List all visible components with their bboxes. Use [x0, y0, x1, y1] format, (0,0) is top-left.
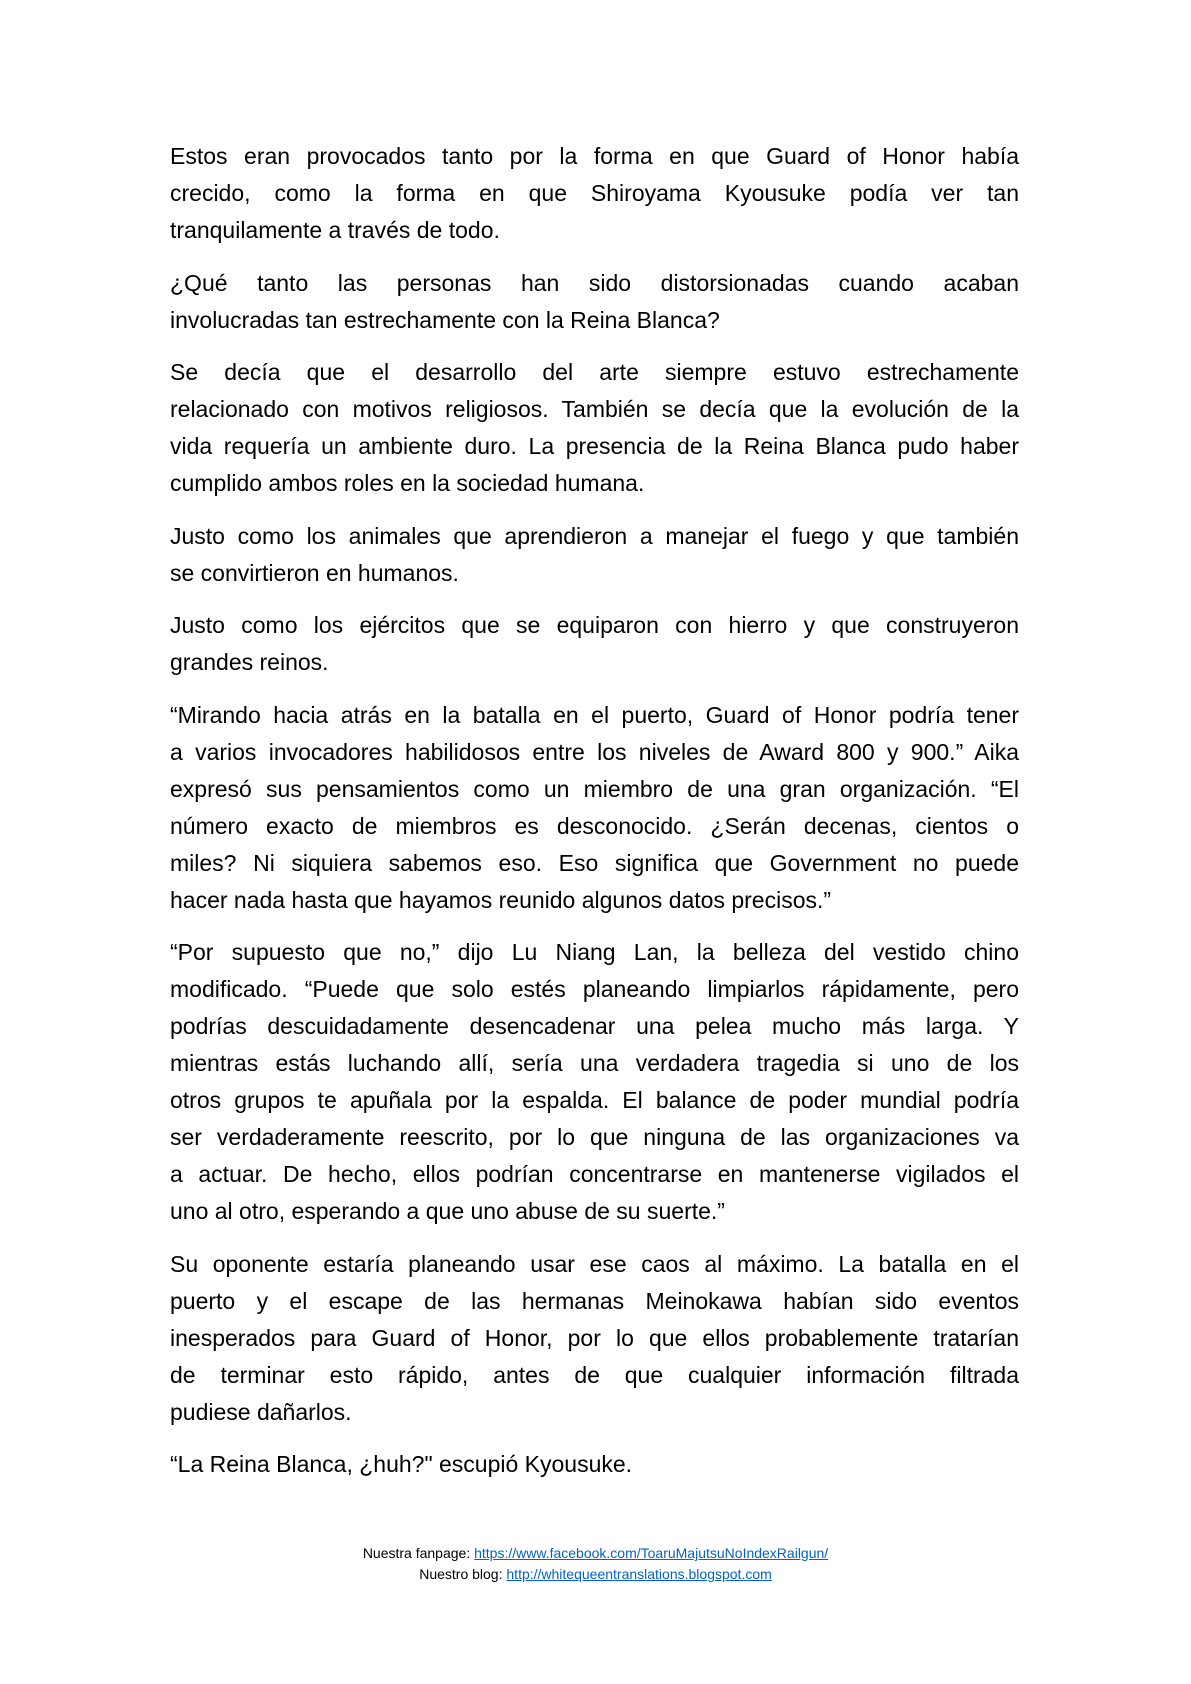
paragraph — [170, 138, 1019, 249]
paragraph-line: crecido, como la forma en que Shiroyama Kyousuke podía ver tan — [170, 180, 1019, 206]
paragraph-line: relacionado con motivos religiosos. También se decía que la evolución de la — [170, 396, 1019, 422]
paragraph-line: Su oponente estaría planeando usar ese caos al máximo. La batalla en el — [170, 1250, 1019, 1277]
footer-fanpage-line — [0, 1543, 1191, 1564]
fanpage-link[interactable]: https://www.facebook.com/ToaruMajutsuNoIndexRailgun/ — [474, 1545, 829, 1561]
paragraph — [170, 1246, 1019, 1431]
footer-blog-line — [0, 1564, 1191, 1585]
paragraph-line: Justo como los ejércitos que se equiparon con hierro y que construyeron — [170, 612, 1019, 638]
paragraph-line: vida requería un ambiente duro. La presencia de la Reina Blanca pudo haber — [170, 433, 1019, 459]
paragraph — [170, 1446, 1019, 1483]
paragraph — [170, 934, 1019, 1230]
paragraph — [170, 607, 1019, 681]
paragraph-line: ¿Qué tanto las personas han sido distorsionadas cuando acaban — [170, 269, 1019, 296]
paragraph-line: Se decía que el desarrollo del arte siempre estuvo estrechamente — [170, 359, 1019, 385]
blog-label: Nuestro blog: — [419, 1566, 503, 1582]
paragraph-line: involucradas tan estrechamente con la Reina Blanca? — [170, 306, 720, 333]
paragraph-line: grandes reinos. — [170, 649, 329, 675]
paragraph — [170, 354, 1019, 502]
body-text — [170, 138, 1019, 1499]
paragraph-line: podrías descuidadamente desencadenar una pelea mucho más larga. Y — [170, 1013, 1019, 1039]
paragraph-line: Estos eran provocados tanto por la forma en que Guard of Honor había — [170, 143, 1019, 169]
paragraph-line: ser verdaderamente reescrito, por lo que ninguna de las organizaciones va — [170, 1124, 1019, 1150]
paragraph-line: modificado. “Puede que solo estés planeando limpiarlos rápidamente, pero — [170, 976, 1019, 1002]
paragraph-line: se convirtieron en humanos. — [170, 559, 459, 586]
paragraph — [170, 265, 1019, 339]
paragraph-line: expresó sus pensamientos como un miembro de una gran organización. “El — [170, 775, 1019, 802]
paragraph-line: tranquilamente a través de todo. — [170, 217, 500, 243]
paragraph-line: puerto y el escape de las hermanas Meinokawa habían sido eventos — [170, 1287, 1019, 1314]
paragraph-line: miles? Ni siquiera sabemos eso. Eso significa que Government no puede — [170, 849, 1019, 876]
paragraph-line: inesperados para Guard of Honor, por lo que ellos probablemente tratarían — [170, 1324, 1019, 1351]
paragraph — [170, 697, 1019, 919]
paragraph-line: uno al otro, esperando a que uno abuse de su suerte.” — [170, 1198, 725, 1224]
paragraph-line: a varios invocadores habilidosos entre los niveles de Award 800 y 900.” Aika — [170, 738, 1019, 765]
paragraph-line: otros grupos te apuñala por la espalda. El balance de poder mundial podría — [170, 1087, 1019, 1113]
paragraph-line: “Mirando hacia atrás en la batalla en el puerto, Guard of Honor podría tener — [170, 701, 1019, 728]
fanpage-label: Nuestra fanpage: — [362, 1545, 471, 1561]
paragraph-line: cumplido ambos roles en la sociedad humana. — [170, 470, 645, 496]
paragraph-line: hacer nada hasta que hayamos reunido algunos datos precisos.” — [170, 886, 832, 913]
paragraph-line: Justo como los animales que aprendieron a manejar el fuego y que también — [170, 522, 1019, 549]
paragraph-line: número exacto de miembros es desconocido. ¿Serán decenas, cientos o — [170, 812, 1019, 839]
page-footer — [0, 1543, 1191, 1585]
paragraph-line: pudiese dañarlos. — [170, 1398, 352, 1425]
paragraph — [170, 518, 1019, 592]
paragraph-line: a actuar. De hecho, ellos podrían concentrarse en mantenerse vigilados el — [170, 1161, 1019, 1187]
paragraph-line: mientras estás luchando allí, sería una verdadera tragedia si uno de los — [170, 1050, 1019, 1076]
paragraph-line: de terminar esto rápido, antes de que cualquier información filtrada — [170, 1361, 1019, 1388]
paragraph-line: “La Reina Blanca, ¿huh?" escupió Kyousuke. — [170, 1451, 633, 1477]
blog-link[interactable]: http://whitequeentranslations.blogspot.com — [506, 1566, 772, 1582]
paragraph-line: “Por supuesto que no,” dijo Lu Niang Lan, la belleza del vestido chino — [170, 939, 1019, 965]
